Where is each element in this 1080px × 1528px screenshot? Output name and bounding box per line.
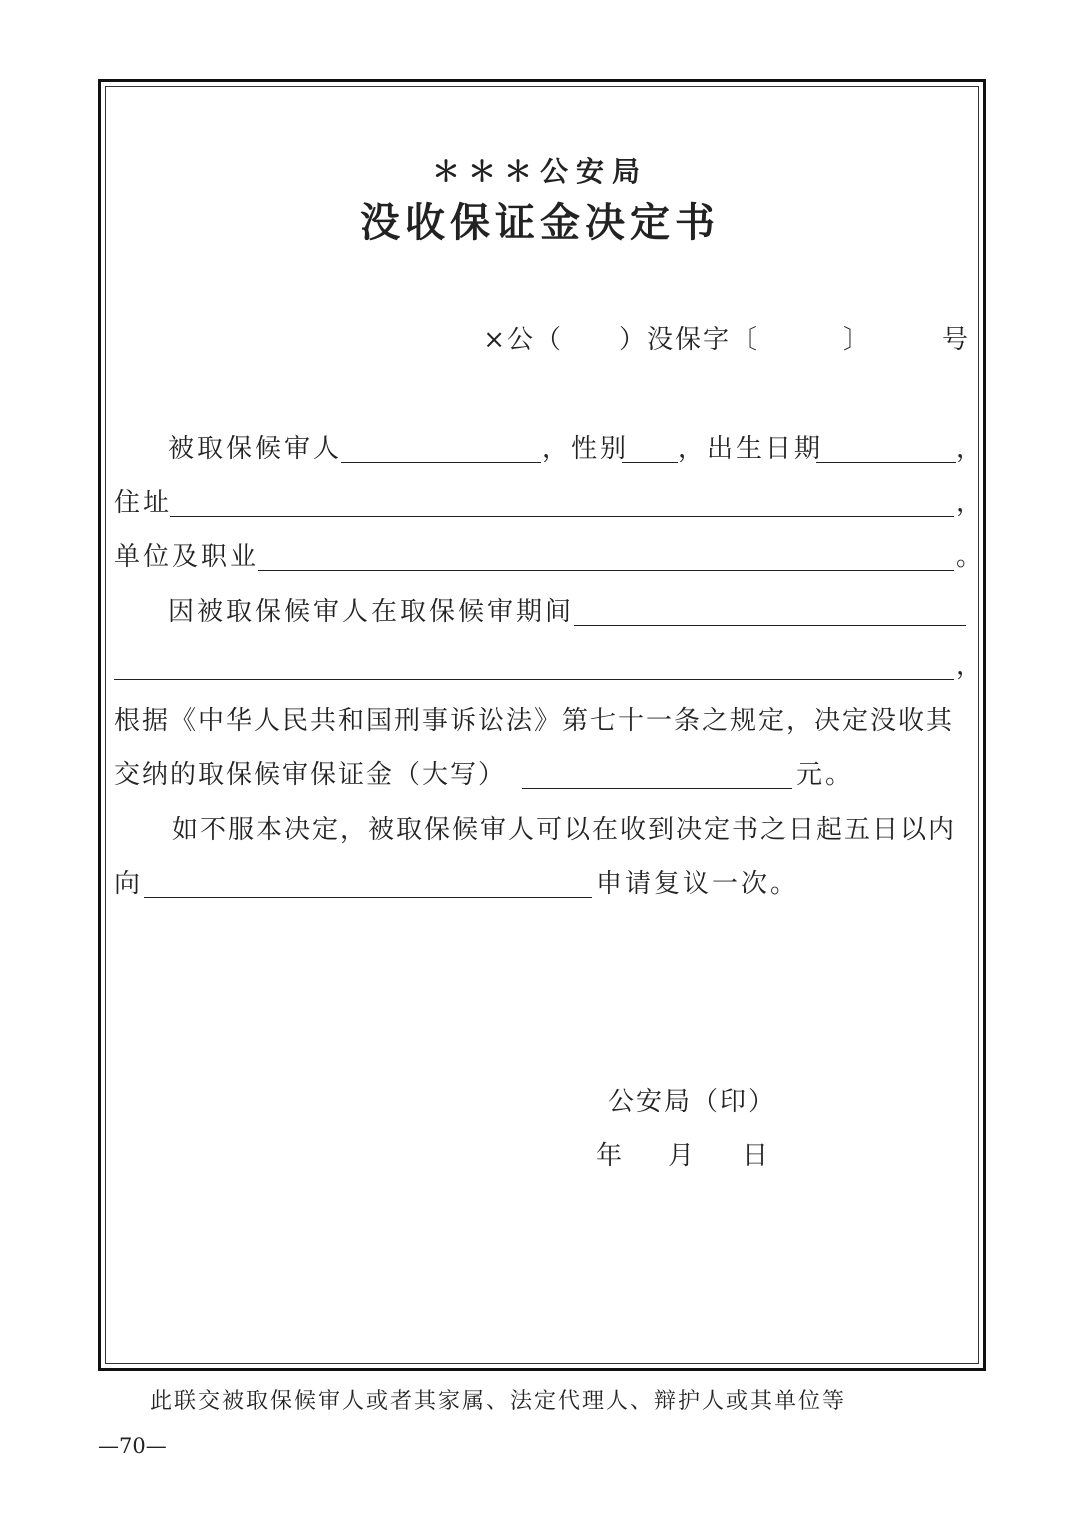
comma: ， [956, 488, 986, 518]
violation-field[interactable] [574, 625, 966, 626]
reason-text: 因被取保候审人在取保候审期间 [168, 597, 575, 627]
document-title: 没收保证金决定书 [360, 199, 720, 246]
amount-field[interactable] [522, 788, 792, 789]
year-label: 年 [596, 1141, 626, 1171]
appeal-text: 如不服本决定，被取保候审人可以在收到决定书之日起五日以内 [172, 815, 957, 845]
amount-label: 交纳的取保候审保证金（大写） [114, 760, 507, 790]
gender-label: ，性别 [542, 434, 630, 464]
gender-field[interactable] [622, 462, 678, 463]
birth-date-label: ，出生日期 [678, 434, 824, 464]
day-label: 日 [742, 1141, 772, 1171]
page-number: —70— [98, 1434, 167, 1458]
person-label: 被取保候审人 [168, 434, 343, 464]
issuing-agency: ＊＊＊公安局 [431, 155, 648, 188]
seal-label: 公安局（印） [608, 1087, 777, 1117]
month-label: 月 [668, 1141, 698, 1171]
comma: ， [956, 434, 986, 464]
address-label: 住址 [114, 488, 173, 518]
law-basis-text: 根据《中华人民共和国刑事诉讼法》第七十一条之规定，决定没收其 [114, 706, 955, 736]
address-field[interactable] [170, 516, 954, 517]
appeal-authority-field[interactable] [144, 897, 592, 898]
appeal-to-label: 向 [114, 869, 144, 899]
document-number: ×公（ ）没保字〔 〕 号 [483, 325, 970, 355]
amount-unit: 元。 [796, 760, 855, 790]
violation-field-continued[interactable] [114, 679, 954, 680]
comma: ， [956, 651, 986, 681]
person-name-field[interactable] [341, 462, 541, 463]
copy-note: 此联交被取保候审人或者其家属、法定代理人、辩护人或其单位等 [150, 1389, 847, 1414]
period: 。 [956, 542, 986, 572]
employer-label: 单位及职业 [114, 542, 260, 572]
appeal-end-text: 申请复议一次。 [596, 869, 800, 899]
employer-field[interactable] [258, 570, 954, 571]
birth-date-field[interactable] [816, 462, 956, 463]
